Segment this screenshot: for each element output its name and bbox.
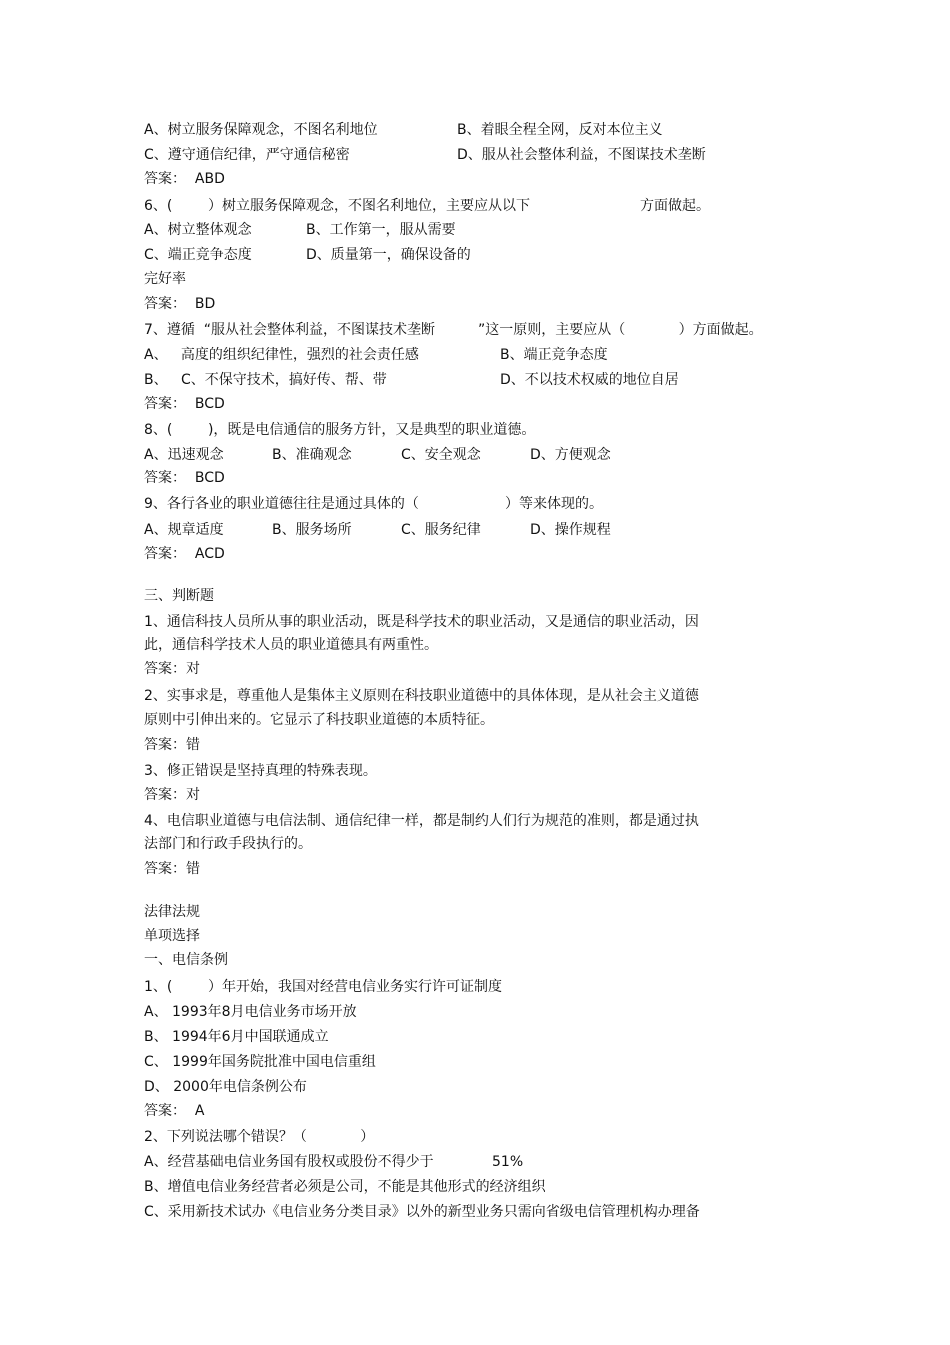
answer-line: 答案： ACD: [144, 546, 225, 562]
text-line: ”这一原则，主要应从（ ）方面做起。: [478, 322, 763, 338]
text-line: 方面做起。: [640, 198, 710, 214]
answer-line: 答案： A: [144, 1103, 205, 1119]
text-line: 此，通信科学技术人员的职业道德具有两重性。: [144, 637, 438, 653]
answer-line: 答案：对: [144, 787, 200, 803]
text-line: D、服从社会整体利益，不图谋技术垄断: [457, 147, 706, 163]
section-heading: 一、电信条例: [144, 952, 228, 968]
text-line: B、着眼全程全网，反对本位主义: [457, 122, 663, 138]
answer-line: 答案：错: [144, 737, 200, 753]
answer-line: 答案： BCD: [144, 470, 225, 486]
text-line: A、规章适度: [144, 522, 224, 538]
text-line: A、 高度的组织纪律性，强烈的社会责任感: [144, 347, 419, 363]
text-line: D、质量第一，确保设备的: [306, 247, 471, 263]
text-line: 完好率: [144, 271, 186, 287]
question-line: 2、下列说法哪个错误？（ ）: [144, 1129, 375, 1145]
text-line: A、经营基础电信业务国有股权或股份不得少于: [144, 1154, 434, 1170]
text-line: D、操作规程: [530, 522, 611, 538]
text-line: C、端正竞争态度: [144, 247, 252, 263]
text-line: B、 C、不保守技术，搞好传、帮、带: [144, 372, 387, 388]
text-line: 51%: [492, 1154, 524, 1170]
question-line: 3、修正错误是坚持真理的特殊表现。: [144, 763, 377, 779]
section-heading: 单项选择: [144, 928, 200, 944]
text-line: D、 2000年电信条例公布: [144, 1079, 307, 1095]
text-line: B、端正竞争态度: [500, 347, 608, 363]
text-line: C、遵守通信纪律，严守通信秘密: [144, 147, 350, 163]
question-line: 7、遵循 “服从社会整体利益，不图谋技术垄断: [144, 322, 436, 338]
text-line: 原则中引伸出来的。它显示了科技职业道德的本质特征。: [144, 712, 494, 728]
text-line: A、迅速观念: [144, 447, 224, 463]
question-line: 9、各行各业的职业道德往往是通过具体的（: [144, 496, 419, 512]
text-line: 法部门和行政手段执行的。: [144, 836, 312, 852]
answer-line: 答案：对: [144, 661, 200, 677]
text-line: D、方便观念: [530, 447, 611, 463]
text-line: C、安全观念: [401, 447, 481, 463]
answer-line: 答案：错: [144, 861, 200, 877]
text-line: C、服务纪律: [401, 522, 481, 538]
section-heading: 三、判断题: [144, 588, 214, 604]
text-line: C、采用新技术试办《电信业务分类目录》以外的新型业务只需向省级电信管理机构办理备: [144, 1204, 700, 1220]
question-line: 6、( ）树立服务保障观念，不图名利地位，主要应从以下: [144, 198, 530, 214]
text-line: B、准确观念: [272, 447, 352, 463]
section-heading: 法律法规: [144, 904, 200, 920]
text-line: A、树立整体观念: [144, 222, 252, 238]
answer-line: 答案： BD: [144, 296, 216, 312]
text-line: D、不以技术权威的地位自居: [500, 372, 679, 388]
answer-line: 答案： ABD: [144, 171, 225, 187]
text-line: B、增值电信业务经营者必须是公司，不能是其他形式的经济组织: [144, 1179, 546, 1195]
text-line: C、 1999年国务院批准中国电信重组: [144, 1054, 376, 1070]
question-line: 1、( ）年开始，我国对经营电信业务实行许可证制度: [144, 979, 502, 995]
text-line: A、 1993年8月电信业务市场开放: [144, 1004, 357, 1020]
text-line: B、工作第一，服从需要: [306, 222, 456, 238]
text-line: ）等来体现的。: [505, 496, 603, 512]
answer-line: 答案： BCD: [144, 396, 225, 412]
question-line: 1、通信科技人员所从事的职业活动，既是科学技术的职业活动，又是通信的职业活动，因: [144, 614, 699, 630]
text-line: B、服务场所: [272, 522, 352, 538]
text-line: B、 1994年6月中国联通成立: [144, 1029, 329, 1045]
question-line: 8、( )，既是电信通信的服务方针，又是典型的职业道德。: [144, 422, 536, 438]
question-line: 2、实事求是，尊重他人是集体主义原则在科技职业道德中的具体体现，是从社会主义道德: [144, 688, 699, 704]
text-line: A、树立服务保障观念，不图名利地位: [144, 122, 378, 138]
question-line: 4、电信职业道德与电信法制、通信纪律一样，都是制约人们行为规范的准则，都是通过执: [144, 813, 699, 829]
